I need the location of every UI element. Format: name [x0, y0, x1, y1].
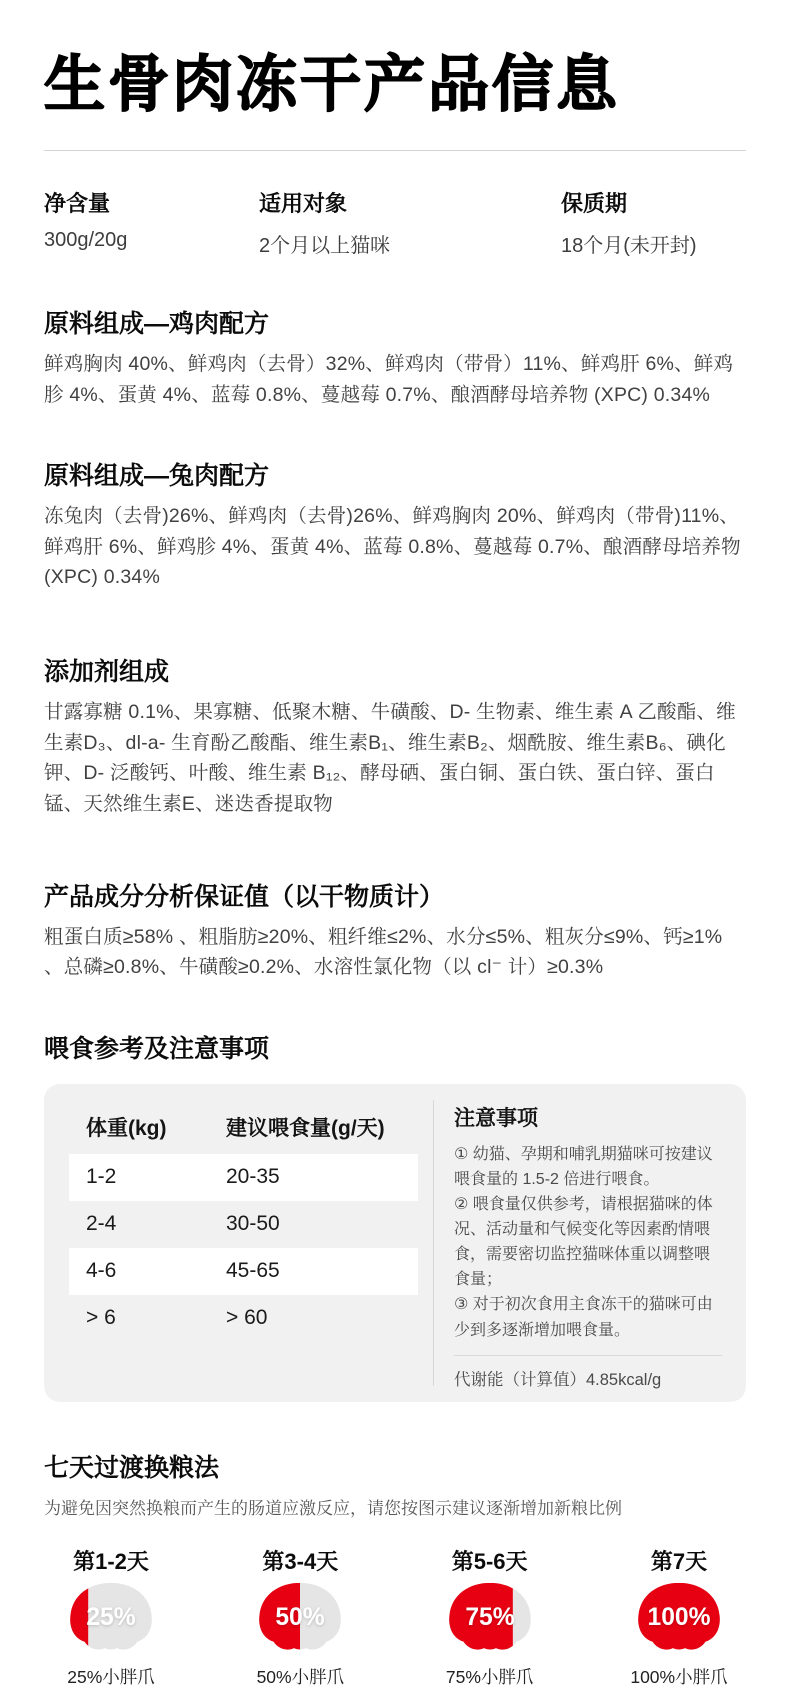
cell-weight: 4-6: [86, 1259, 117, 1283]
table-row: [69, 1154, 418, 1201]
section-title: 产品成分分析保证值（以干物质计）: [44, 882, 445, 911]
paw-percentage-chart: [65, 1581, 157, 1654]
day-label: 第5-6天: [451, 1548, 528, 1574]
paw-percent-label: 100%: [647, 1603, 711, 1631]
transition-day-2: [213, 1545, 387, 1689]
info-label: 净含量: [44, 191, 111, 217]
section-ingredients-chicken: [44, 304, 746, 410]
day-label: 第3-4天: [262, 1548, 339, 1574]
transition-day-4: [592, 1545, 766, 1689]
notes-title: 注意事项: [454, 1106, 538, 1130]
column-header-amount: 建议喂食量(g/天): [226, 1116, 385, 1140]
notes-divider: [454, 1355, 722, 1356]
cell-amount: > 60: [226, 1306, 268, 1330]
paw-percentage-chart: [254, 1581, 346, 1654]
paw-red-fill: [65, 1581, 88, 1654]
cell-amount: 20-35: [226, 1165, 280, 1189]
notes-list: [454, 1142, 722, 1343]
section-feeding-reference: [44, 1029, 746, 1402]
section-title: 添加剂组成: [44, 658, 170, 687]
paw-percent-label: 75%: [465, 1603, 515, 1631]
cell-weight: 1-2: [86, 1165, 117, 1189]
cell-weight: 2-4: [86, 1212, 117, 1236]
paw-percentage-chart: [444, 1581, 536, 1654]
paw-percent-label: 25%: [86, 1603, 136, 1631]
section-body: 甘露寡糖 0.1%、果寡糖、低聚木糖、牛磺酸、D- 生物素、维生素 A 乙酸酯、维生素D₃、dl-a- 生育酚乙酸酯、维生素B₁、维生素B₂、烟酰胺、维生素B₆、碘化钾、D- 泛酸钙、叶酸、维生素 B₁₂、酵母硒、蛋白铜、蛋白铁、蛋白锌、蛋白锰、天然维生素E、迷迭香提取物: [44, 701, 736, 815]
title-divider: [44, 150, 746, 151]
column-header-weight: 体重(kg): [86, 1116, 167, 1140]
section-body: 鲜鸡胸肉 40%、鲜鸡肉（去骨）32%、鲜鸡肉（带骨）11%、鲜鸡肝 6%、鲜鸡胗 4%、蛋黄 4%、蓝莓 0.8%、蔓越莓 0.7%、酿酒酵母培养物 (XPC) 0.34%: [44, 353, 734, 406]
page-title: 生骨肉冻干产品信息: [44, 50, 621, 118]
transition-subtitle: 为避免因突然换粮而产生的肠道应激反应，请您按图示建议逐渐增加新粮比例: [44, 1498, 622, 1518]
section-title: 原料组成—鸡肉配方: [44, 310, 270, 339]
paw-percentage-chart: [633, 1581, 725, 1654]
info-value: 300g/20g: [44, 229, 128, 252]
info-net-content: [44, 187, 259, 258]
day-caption: 50%小胖爪: [256, 1666, 345, 1687]
day-caption: 75%小胖爪: [445, 1666, 534, 1687]
day-label: 第1-2天: [73, 1548, 149, 1574]
section-body: 冻兔肉（去骨)26%、鲜鸡肉（去骨)26%、鲜鸡胸肉 20%、鲜鸡肉（带骨)11%、鲜鸡肝 6%、鲜鸡胗 4%、蛋黄 4%、蓝莓 0.8%、蔓越莓 0.7%、酿酒酵母培养物 (XPC) 0.34%: [44, 505, 741, 588]
cell-weight: > 6: [86, 1306, 116, 1330]
section-additives: [44, 652, 746, 819]
info-value: 18个月(未开封): [561, 235, 697, 258]
section-title: 喂食参考及注意事项: [44, 1034, 270, 1063]
cell-amount: 30-50: [226, 1212, 280, 1236]
section-body: 粗蛋白质≥58% 、粗脂肪≥20%、粗纤维≤2%、水分≤5%、粗灰分≤9%、钙≥1% 、总磷≥0.8%、牛磺酸≥0.2%、水溶性氯化物（以 cl⁻ 计）≥0.3%: [44, 925, 723, 979]
section-title: 原料组成—兔肉配方: [44, 462, 270, 491]
transition-day-3: [403, 1545, 577, 1689]
table-row: [69, 1295, 418, 1342]
table-row: [69, 1248, 418, 1295]
info-label: 适用对象: [259, 191, 348, 217]
paw-percent-label: 50%: [275, 1603, 325, 1631]
day-label: 第7天: [650, 1548, 708, 1574]
note-item-1: ① 幼猫、孕期和哺乳期猫咪可按建议喂食量的 1.5-2 倍进行喂食。: [454, 1145, 713, 1188]
metabolic-energy: 代谢能（计算值）4.85kcal/g: [454, 1370, 662, 1389]
section-title: 七天过渡换粮法: [44, 1453, 220, 1482]
day-caption: 25%小胖爪: [67, 1666, 155, 1687]
day-caption: 100%小胖爪: [630, 1666, 728, 1687]
basic-info-row: [44, 187, 746, 258]
section-ingredients-rabbit: [44, 456, 746, 592]
note-item-2: ② 喂食量仅供参考，请根据猫咪的体况、活动量和气候变化等因素酌情喂食，需要密切监控猫咪体重以调整喂食量；: [454, 1196, 713, 1289]
section-transition-method: [44, 1448, 746, 1689]
feeding-notes: [434, 1084, 746, 1402]
cell-amount: 45-65: [226, 1259, 280, 1283]
transition-days-row: [24, 1545, 766, 1689]
transition-day-1: [24, 1545, 198, 1689]
feeding-panel: [44, 1084, 746, 1402]
info-shelf-life: [561, 187, 746, 258]
info-applicable: [259, 187, 561, 258]
section-guaranteed-analysis: [44, 877, 746, 983]
info-label: 保质期: [561, 191, 628, 217]
info-value: 2个月以上猫咪: [259, 235, 391, 258]
table-row: [69, 1201, 418, 1248]
feeding-table: [44, 1084, 433, 1402]
note-item-3: ③ 对于初次食用主食冻干的猫咪可由少到多逐渐增加喂食量。: [454, 1296, 713, 1339]
feeding-table-header: [69, 1100, 418, 1154]
